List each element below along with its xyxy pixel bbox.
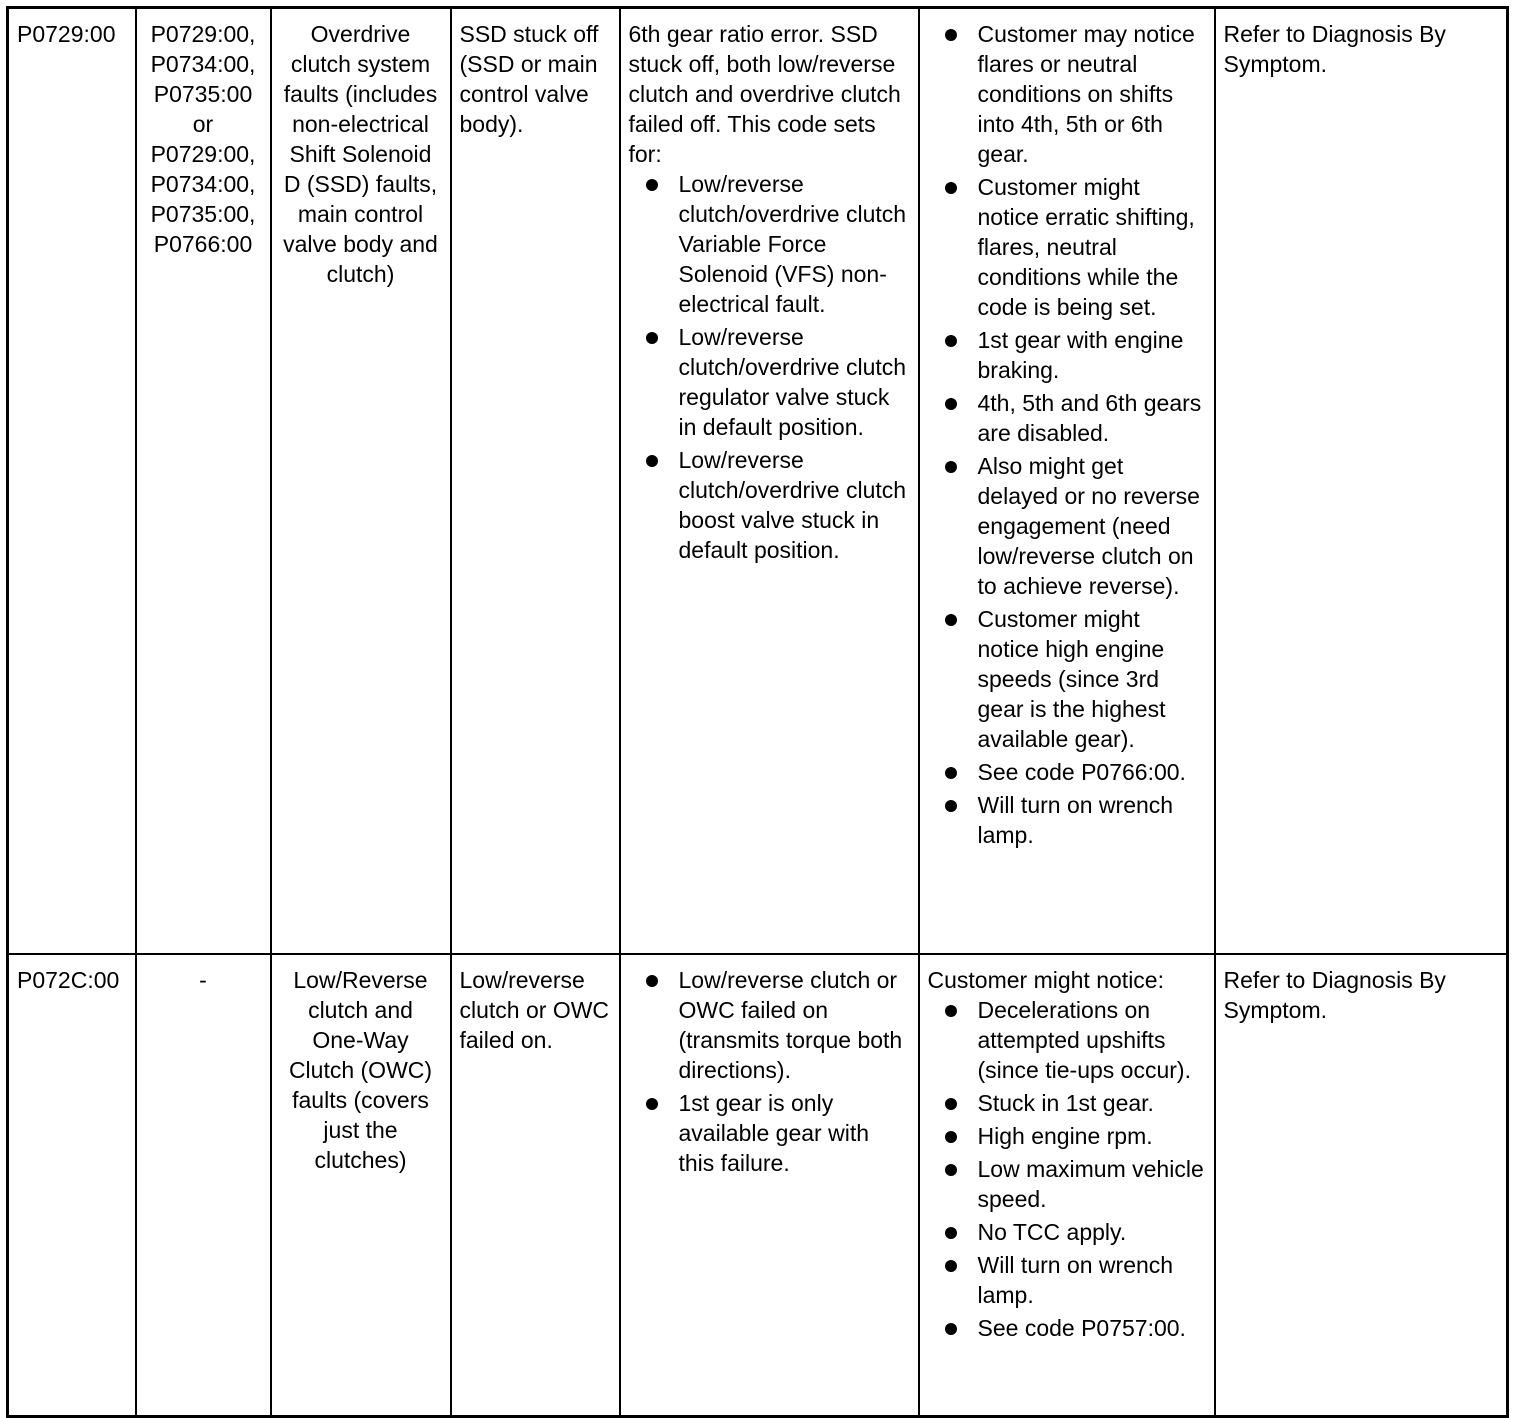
symptom-cell [919,8,1215,955]
list-item: Will turn on wrench lamp. [928,1250,1206,1310]
list-item: Low/reverse clutch/overdrive clutch Variable Force Solenoid (VFS) non-electrical fault. [629,169,910,319]
list-item: 4th, 5th and 6th gears are disabled. [928,388,1206,448]
dtc-code-cell [8,8,136,955]
list-item: Low maximum vehicle speed. [928,1154,1206,1214]
list-item: Low/reverse clutch or OWC failed on (transmits torque both directions). [629,965,910,1085]
action-cell [1215,8,1508,955]
list-item: Customer might notice high engine speeds (since 3rd gear is the highest available gear). [928,604,1206,754]
list-item: Stuck in 1st gear. [928,1088,1206,1118]
related-dtcs: - [199,967,207,993]
fault-description-cell [271,8,451,955]
list-item: Low/reverse clutch/overdrive clutch regulator valve stuck in default position. [629,322,910,442]
dtc-code: P072C:00 [17,967,120,993]
failure-mode-cell [451,8,620,955]
action-text: Refer to Diagnosis By Symptom. [1223,21,1446,77]
action-cell [1215,954,1508,1417]
symptom-cell [919,954,1215,1417]
table-row [8,8,1508,955]
action-text: Refer to Diagnosis By Symptom. [1223,967,1446,1023]
diagnosis-cell [620,8,919,955]
fault-description: Overdrive clutch system faults (includes non-electrical Shift Solenoid D (SSD) faults, main control valve body and clutch) [283,21,438,287]
diagnosis-list [629,965,910,1178]
list-item: Will turn on wrench lamp. [928,790,1206,850]
list-item: See code P0766:00. [928,757,1206,787]
related-dtcs-cell [136,954,271,1417]
dtc-code-cell [8,954,136,1417]
dtc-table [6,6,1509,1418]
related-dtcs-cell [136,8,271,955]
list-item: 1st gear with engine braking. [928,325,1206,385]
symptom-list [928,995,1206,1343]
fault-description-cell [271,954,451,1417]
list-item: No TCC apply. [928,1217,1206,1247]
list-item: Also might get delayed or no reverse engagement (need low/reverse clutch on to achieve reverse). [928,451,1206,601]
list-item: Customer may notice flares or neutral conditions on shifts into 4th, 5th or 6th gear. [928,19,1206,169]
related-dtcs: P0729:00, P0734:00, P0735:00 or P0729:00, P0734:00, P0735:00, P0766:00 [150,21,256,257]
list-item: Decelerations on attempted upshifts (since tie-ups occur). [928,995,1206,1085]
dtc-code: P0729:00 [17,21,116,47]
list-item: Customer might notice erratic shifting, flares, neutral conditions while the code is being set. [928,172,1206,322]
failure-mode: Low/reverse clutch or OWC failed on. [459,967,610,1053]
diagnosis-intro: 6th gear ratio error. SSD stuck off, both low/reverse clutch and overdrive clutch failed off. This code sets for: [628,21,901,167]
symptom-list [928,19,1206,850]
list-item: 1st gear is only available gear with this failure. [629,1088,910,1178]
list-item: High engine rpm. [928,1121,1206,1151]
diagnosis-list [629,169,910,565]
failure-mode-cell [451,954,620,1417]
fault-description: Low/Reverse clutch and One-Way Clutch (OWC) faults (covers just the clutches) [288,967,433,1173]
table-row [8,954,1508,1417]
list-item: See code P0757:00. [928,1313,1206,1343]
list-item: Low/reverse clutch/overdrive clutch boost valve stuck in default position. [629,445,910,565]
failure-mode: SSD stuck off (SSD or main control valve body). [459,21,599,137]
diagnosis-cell [620,954,919,1417]
symptom-intro: Customer might notice: [927,967,1164,993]
